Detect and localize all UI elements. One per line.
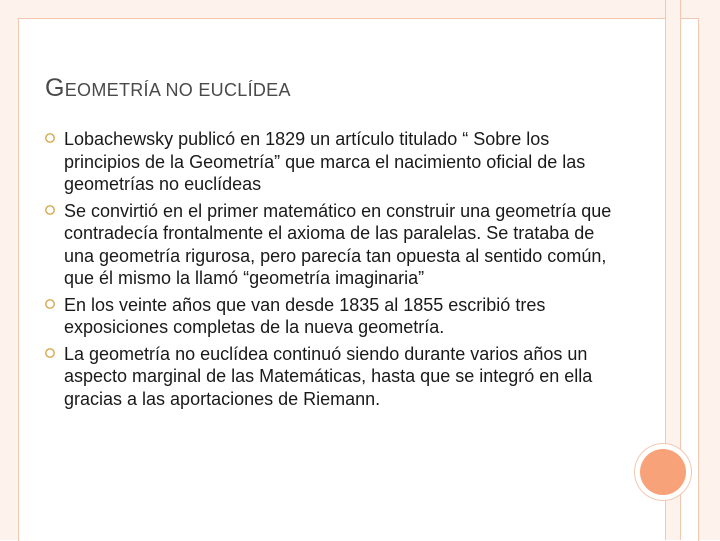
circle-outline-icon <box>44 298 56 310</box>
bullet-text: Se convirtió en el primer matemático en construir una geometría que contradecía frontalmente el axioma de las paralelas. Se trataba de una geometría rigurosa, pero parecía tan opuesta al sentido común, que él mismo la llamó “geometría imaginaria” <box>64 200 612 288</box>
bullet-item <box>44 343 624 411</box>
bullet-item <box>44 128 624 196</box>
circle-outline-icon <box>44 204 56 216</box>
bullet-list <box>44 128 624 414</box>
bullet-item <box>44 294 624 339</box>
title-rest: EOMETRÍA NO EUCLÍDEA <box>64 80 291 100</box>
slide-title <box>45 74 291 103</box>
bullet-text: En los veinte años que van desde 1835 al 1855 escribió tres exposiciones completas de la nueva geometría. <box>64 294 546 337</box>
circle-outline-icon <box>44 132 56 144</box>
bullet-text: La geometría no euclídea continuó siendo durante varios años un aspecto marginal de las Matemáticas, hasta que se integró en ella gracias a las aportaciones de Riemann. <box>64 343 593 409</box>
title-initial: G <box>45 74 65 102</box>
circle-outline-icon <box>44 347 56 359</box>
decorative-circle <box>640 449 686 495</box>
bullet-item <box>44 200 624 290</box>
bullet-text: Lobachewsky publicó en 1829 un artículo titulado “ Sobre los principios de la Geometría” que marca el nacimiento oficial de las geometrías no euclídeas <box>64 129 586 194</box>
